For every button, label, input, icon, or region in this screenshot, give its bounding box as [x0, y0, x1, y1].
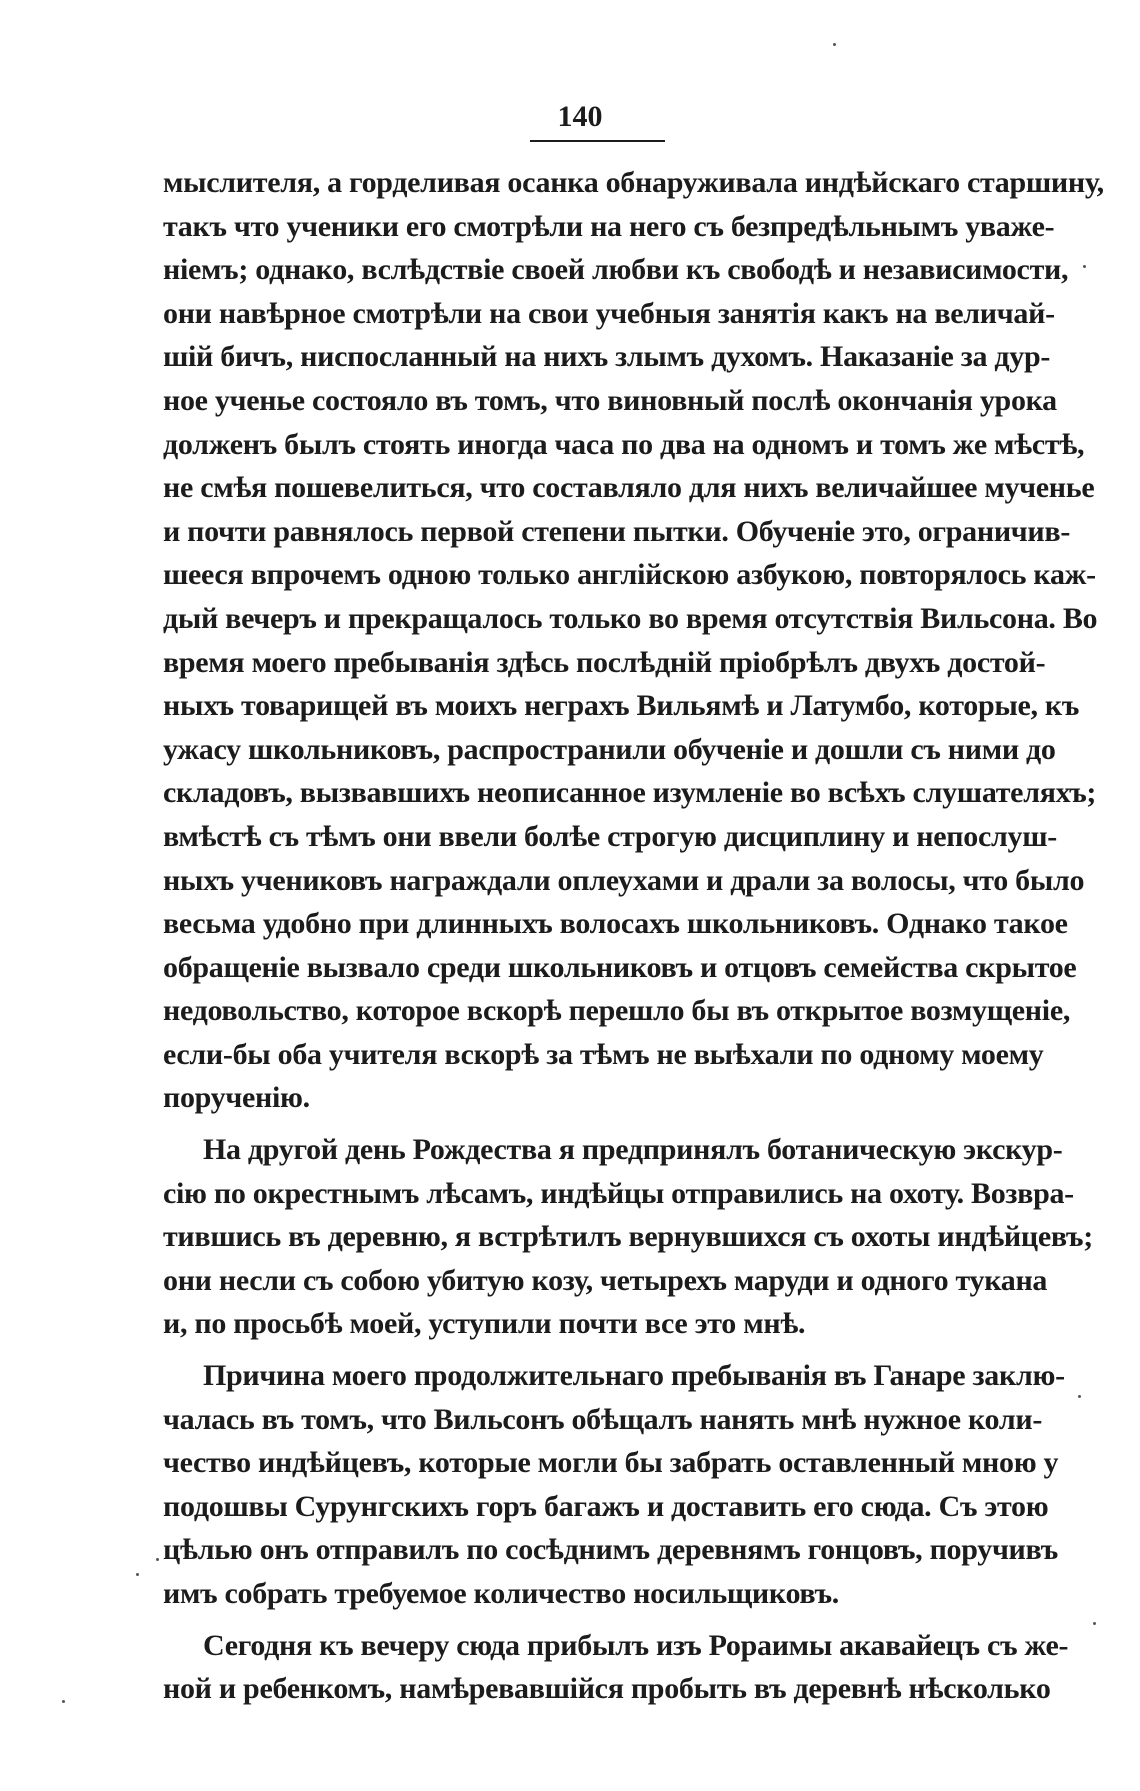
text-line: цѣлью онъ отправилъ по сосѣднимъ деревнямъ гонцовъ, поручивъ	[163, 1533, 1058, 1567]
text-line: ныхъ товарищей въ моихъ неграхъ Вильямѣ и Латумбо, которые, къ	[163, 689, 1080, 723]
scan-speck	[833, 43, 836, 46]
text-line: ное ученье состояло въ томъ, что виновный послѣ окончанія урока	[163, 383, 1057, 417]
text-line: вмѣстѣ съ тѣмъ они ввели болѣе строгую дисциплину и непослуш-	[163, 819, 1057, 853]
text-line: чалась въ томъ, что Вильсонъ обѣщалъ нанять мнѣ нужное коли-	[163, 1402, 1043, 1436]
text-line: имъ собрать требуемое количество носильщиковъ.	[163, 1577, 839, 1610]
text-line: недовольство, которое вскорѣ перешло бы въ открытое возмущеніе,	[163, 994, 1071, 1028]
text-line: они несли съ собою убитую козу, четырехъ маруди и одного тукана	[163, 1263, 1048, 1297]
text-line: дый вечеръ и прекращалось только во время отсутствія Вильсона. Во	[163, 601, 1098, 635]
scan-speck	[1078, 1395, 1081, 1398]
text-line: весьма удобно при длинныхъ волосахъ школьниковъ. Однако такое	[163, 907, 1068, 941]
text-line: ніемъ; однако, вслѣдствіе своей любви къ свободѣ и независимости,	[163, 253, 1069, 287]
paragraph-3	[163, 1354, 1065, 1616]
text-line: ныхъ учениковъ награждали оплеухами и драли за волосы, что было	[163, 863, 1085, 897]
text-line: ужасу школьниковъ, распространили обученіе и дошли съ ними до	[163, 732, 1056, 766]
text-line: такъ что ученики его смотрѣли на него съ безпредѣльнымъ уваже-	[163, 209, 1055, 243]
page-header	[0, 100, 1140, 134]
text-line: сію по окрестнымъ лѣсамъ, индѣйцы отправились на охоту. Возвра-	[163, 1176, 1074, 1210]
text-line: ной и ребенкомъ, намѣревавшійся пробыть въ деревнѣ нѣсколько	[163, 1672, 1051, 1706]
paragraph-2	[163, 1128, 1093, 1346]
text-line: мыслителя, а горделивая осанка обнаруживала индѣйскаго старшину,	[163, 166, 1104, 199]
text-line: и, по просьбѣ моей, уступили почти все это мнѣ.	[163, 1307, 806, 1341]
scan-speck	[156, 1558, 159, 1561]
text-line: тившись въ деревню, я встрѣтилъ вернувшихся съ охоты индѣйцевъ;	[163, 1220, 1093, 1254]
text-line: и почти равнялось первой степени пытки. Обученіе это, ограничив-	[163, 514, 1071, 548]
text-line: подошвы Сурунгскихъ горъ багажъ и доставить его сюда. Съ этою	[163, 1489, 1049, 1523]
scan-speck	[1093, 1622, 1096, 1625]
paragraph-4	[163, 1624, 1069, 1711]
text-line: обращеніе вызвало среди школьниковъ и отцовъ семейства скрытое	[163, 950, 1077, 984]
text-line: Сегодня къ вечеру сюда прибылъ изъ Рораимы акавайецъ съ же-	[203, 1628, 1069, 1662]
text-line: На другой день Рождества я предпринялъ ботаническую экскур-	[203, 1133, 1063, 1167]
text-line: шееся впрочемъ одною только англійскою азбукою, повторялось каж-	[163, 558, 1096, 592]
text-line: чество индѣйцевъ, которые могли бы забрать оставленный мною у	[163, 1446, 1059, 1480]
text-line: время моего пребыванія здѣсь послѣдній пріобрѣлъ двухъ достой-	[163, 645, 1046, 679]
text-line: долженъ былъ стоять иногда часа по два на одномъ и томъ же мѣстѣ,	[163, 427, 1085, 461]
text-line: они навѣрное смотрѣли на свои учебныя занятія какъ на величай-	[163, 296, 1055, 330]
header-rule	[530, 140, 665, 142]
text-line: Причина моего продолжительнаго пребыванія въ Ганаре заклю-	[203, 1359, 1065, 1393]
scan-speck	[1083, 265, 1086, 268]
text-line: если-бы оба учителя вскорѣ за тѣмъ не выѣхали по одному моему	[163, 1037, 1044, 1071]
scan-speck	[62, 1700, 65, 1703]
scan-speck	[136, 1573, 139, 1576]
text-line: не смѣя пошевелиться, что составляло для нихъ величайшее мученье	[163, 471, 1095, 505]
body-text	[163, 161, 1104, 1711]
paragraph-1	[163, 161, 1104, 1120]
text-line: порученію.	[163, 1081, 310, 1115]
page-number: 140	[557, 100, 603, 133]
text-line: складовъ, вызвавшихъ неописанное изумленіе во всѣхъ слушателяхъ;	[163, 776, 1097, 810]
text-line: шій бичъ, ниспосланный на нихъ злымъ духомъ. Наказаніе за дур-	[163, 340, 1051, 374]
